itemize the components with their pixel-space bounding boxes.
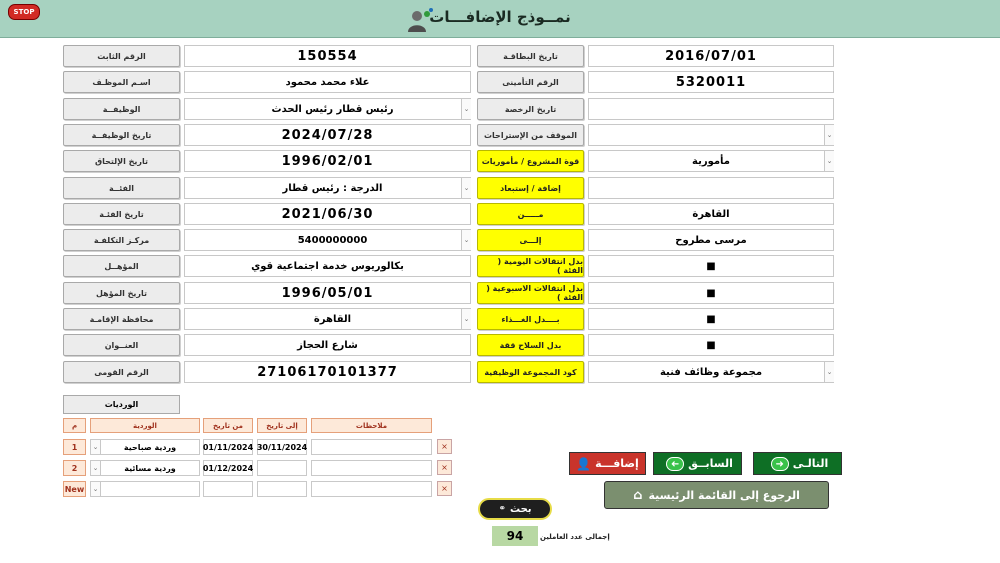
total-employees-value: 94 — [492, 526, 538, 546]
field-label: بدل السلاح ققة — [477, 334, 584, 356]
field-label: إلـــى — [477, 229, 584, 251]
field-label: اسـم الموظـف — [63, 71, 180, 93]
field-value[interactable]: ■ — [588, 334, 834, 356]
shifts-header-shift: الوردية — [90, 418, 200, 433]
shift-from-cell[interactable]: 01/11/2024 — [203, 439, 253, 455]
chevron-down-icon[interactable]: ⌄ — [461, 178, 471, 198]
next-button[interactable] — [753, 452, 842, 475]
shift-notes-cell[interactable] — [311, 481, 432, 497]
field-value[interactable]: 2016/07/01 — [588, 45, 834, 67]
field-value[interactable]: القاهرة — [588, 203, 834, 225]
chevron-down-icon[interactable]: ⌄ — [824, 362, 834, 382]
field-value[interactable]: شارع الحجاز — [184, 334, 471, 356]
field-label: بدل انتقالات اليومية ( الفئة ) — [477, 255, 584, 277]
field-value[interactable]: بكالوريوس خدمة اجتماعية قوي — [184, 255, 471, 277]
field-label: تاريخ الإلتحاق — [63, 150, 180, 172]
shift-name-cell[interactable]: وردية صباحية — [90, 439, 200, 455]
arrow-right-icon: ➜ — [771, 457, 789, 471]
delete-row-icon[interactable]: × — [437, 439, 452, 454]
chevron-down-icon[interactable]: ⌄ — [824, 151, 834, 171]
next-label: التالـى — [792, 457, 829, 470]
field-label: المؤهــل — [63, 255, 180, 277]
field-value[interactable] — [588, 124, 834, 146]
page-title: نمــوذج الإضافـــات — [429, 8, 571, 26]
field-label: الوظيفــة — [63, 98, 180, 120]
search-label: بحث — [510, 503, 532, 515]
field-value[interactable]: 27106170101377 — [184, 361, 471, 383]
shifts-header-to: إلى تاريخ — [257, 418, 307, 433]
delete-row-icon[interactable]: × — [437, 460, 452, 475]
shift-notes-cell[interactable] — [311, 439, 432, 455]
field-label: قوة المشروع / مأموريات — [477, 150, 584, 172]
shifts-header-from: من تاريخ — [203, 418, 253, 433]
delete-row-icon[interactable]: × — [437, 481, 452, 496]
shift-from-cell[interactable]: 01/12/2024 — [203, 460, 253, 476]
field-value[interactable]: القاهرة — [184, 308, 471, 330]
total-employees-label: إجمالى عدد العاملين — [540, 533, 610, 541]
field-label: تاريخ الرخصة — [477, 98, 584, 120]
field-value[interactable]: 150554 — [184, 45, 471, 67]
home-label: الرجوع إلى القائمة الرئيسية — [648, 488, 800, 502]
field-label: محافظة الإقامـة — [63, 308, 180, 330]
home-icon: ⌂ — [633, 487, 643, 503]
shifts-button[interactable]: الورديات — [63, 395, 180, 414]
shift-from-cell[interactable] — [203, 481, 253, 497]
binoculars-icon: ⚭ — [498, 504, 506, 514]
home-button[interactable] — [604, 481, 829, 509]
chevron-down-icon[interactable]: ⌄ — [91, 482, 101, 496]
field-value[interactable]: علاء محمد محمود — [184, 71, 471, 93]
field-label: تاريخ البطاقـة — [477, 45, 584, 67]
field-value[interactable]: الدرجة : رئيس قطار — [184, 177, 471, 199]
field-value[interactable]: 5320011 — [588, 71, 834, 93]
add-button[interactable] — [569, 452, 646, 475]
field-label: الموقف من الإستراحات — [477, 124, 584, 146]
field-label: الفئــة — [63, 177, 180, 199]
add-label: إضافـــة — [595, 457, 639, 470]
shift-name-cell[interactable]: وردية مسائية — [90, 460, 200, 476]
title-bar — [0, 0, 1000, 38]
chevron-down-icon[interactable]: ⌄ — [461, 309, 471, 329]
field-label: إضافة / إستبعاد — [477, 177, 584, 199]
field-value[interactable]: 2024/07/28 — [184, 124, 471, 146]
field-value[interactable]: 1996/05/01 — [184, 282, 471, 304]
previous-label: السابــق — [688, 457, 733, 470]
shift-to-cell[interactable] — [257, 481, 307, 497]
field-label: مركـز التكلفـة — [63, 229, 180, 251]
chevron-down-icon[interactable]: ⌄ — [824, 125, 834, 145]
shift-to-cell[interactable]: 30/11/2024 — [257, 439, 307, 455]
shift-row-num[interactable]: 2 — [63, 460, 86, 476]
field-value[interactable]: مرسى مطروح — [588, 229, 834, 251]
field-label: تاريخ المؤهل — [63, 282, 180, 304]
arrow-left-icon: ➜ — [666, 457, 684, 471]
field-label: كود المجموعة الوظيفية — [477, 361, 584, 383]
previous-button[interactable] — [653, 452, 742, 475]
field-label: تاريخ الفئـة — [63, 203, 180, 225]
chevron-down-icon[interactable]: ⌄ — [461, 230, 471, 250]
chevron-down-icon[interactable]: ⌄ — [91, 440, 101, 454]
field-label: بــــدل الغـــذاء — [477, 308, 584, 330]
field-label: العنــوان — [63, 334, 180, 356]
stop-button[interactable]: STOP — [8, 4, 40, 20]
shift-notes-cell[interactable] — [311, 460, 432, 476]
field-label: بدل انتقالات الاسبوعية ( الفئة ) — [477, 282, 584, 304]
shifts-header-notes: ملاحظات — [311, 418, 432, 433]
field-label: مـــــن — [477, 203, 584, 225]
field-value[interactable]: رئيس قطار رئيس الحدث — [184, 98, 471, 120]
field-value[interactable] — [588, 177, 834, 199]
field-label: الرقم التأمينى — [477, 71, 584, 93]
field-label: الرقم الثابت — [63, 45, 180, 67]
shifts-header-num: م — [63, 418, 86, 433]
field-value[interactable]: 2021/06/30 — [184, 203, 471, 225]
chevron-down-icon[interactable]: ⌄ — [461, 99, 471, 119]
shift-to-cell[interactable] — [257, 460, 307, 476]
chevron-down-icon[interactable]: ⌄ — [91, 461, 101, 475]
field-value[interactable]: ■ — [588, 308, 834, 330]
search-button[interactable] — [478, 498, 552, 520]
add-user-icon: 👤 — [576, 456, 592, 471]
field-label: الرقم القومى — [63, 361, 180, 383]
shift-name-cell[interactable] — [90, 481, 200, 497]
field-value[interactable]: مأمورية — [588, 150, 834, 172]
field-value[interactable]: ■ — [588, 282, 834, 304]
field-value[interactable]: مجموعة وظائف فنية — [588, 361, 834, 383]
shift-row-num[interactable]: New — [63, 481, 86, 497]
shift-row-num[interactable]: 1 — [63, 439, 86, 455]
field-label: تاريخ الوظيفــة — [63, 124, 180, 146]
field-value[interactable]: 5400000000 — [184, 229, 471, 251]
field-value[interactable] — [588, 98, 834, 120]
field-value[interactable]: 1996/02/01 — [184, 150, 471, 172]
field-value[interactable]: ■ — [588, 255, 834, 277]
